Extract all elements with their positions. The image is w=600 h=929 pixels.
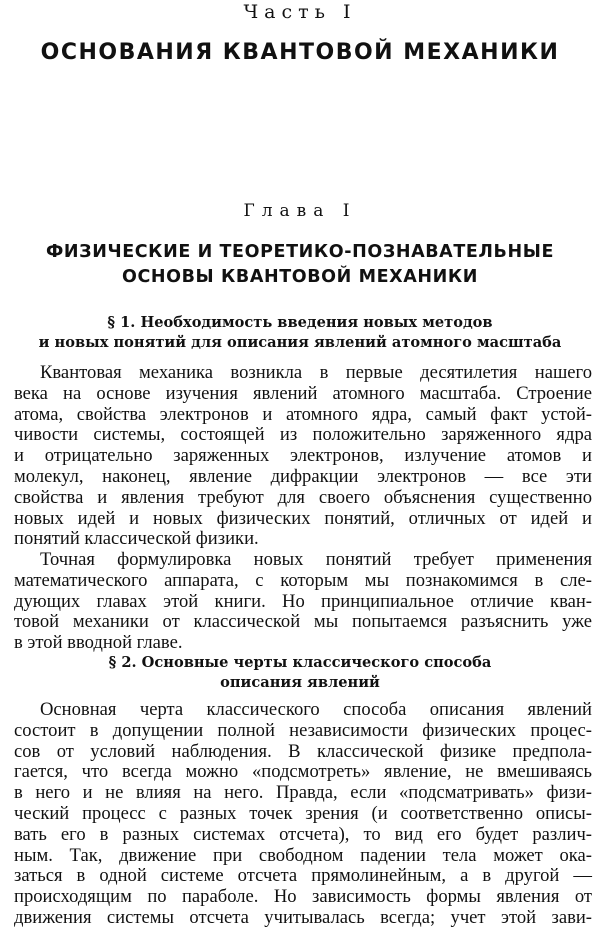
text-line: свойства и явления требуют для своего объяснения существенно xyxy=(14,486,592,508)
text-line: Квантовая механика возникла в первые десятилетия нашего xyxy=(40,362,592,383)
text-line: сов от условий наблюдения. В классической физике предпола- xyxy=(14,740,592,762)
chapter-title-line: ОСНОВЫ КВАНТОВОЙ МЕХАНИКИ xyxy=(121,267,479,287)
text-line: Точная формулировка новых понятий требует применения xyxy=(40,549,592,570)
chapter-label: Глава I xyxy=(243,201,357,221)
section-1-title xyxy=(0,313,600,353)
text-line: века на основе изучения явлений атомного масштаба. Строение xyxy=(14,382,592,404)
text-line: математического аппарата, с которым мы познакомимся в сле- xyxy=(14,569,592,591)
section-1-paragraph-2 xyxy=(14,550,592,654)
text-line: ным. Так, движение при свободном падении тела может ока- xyxy=(14,844,592,866)
text-line: дующих главах этой книги. Но принципиальное отличие кван- xyxy=(14,590,592,612)
text-line: Основная черта классического способа описания явлений xyxy=(40,699,592,720)
text-line: в этой вводной главе. xyxy=(14,632,183,654)
text-line: чивости системы, состоящей из положительно заряженного ядра xyxy=(14,424,592,446)
text-line: атома, свойства электронов и атомного ядра, самый факт устой- xyxy=(14,403,592,425)
text-line: понятий классической физики. xyxy=(14,528,259,550)
text-line: ческий процесс с разных точек зрения (и соответственно описы- xyxy=(14,802,592,824)
part-title: ОСНОВАНИЯ КВАНТОВОЙ МЕХАНИКИ xyxy=(40,40,560,65)
chapter-title xyxy=(0,240,600,290)
text-line: движения системы отсчета учитывалась всегда; учет этой зави- xyxy=(14,906,592,928)
section-2-paragraph-1 xyxy=(14,700,592,929)
text-line: новых идей и новых физических понятий, отличных от идей и xyxy=(14,507,592,529)
section-2-title xyxy=(0,653,600,693)
section-title-line: описания явлений xyxy=(220,674,380,691)
text-line: состоит в допущении полной независимости физических процес- xyxy=(14,719,592,741)
text-line: гается, что всегда можно «подсмотреть» явление, не вмешиваясь xyxy=(14,761,592,783)
chapter-title-line: ФИЗИЧЕСКИЕ И ТЕОРЕТИКО-ПОЗНАВАТЕЛЬНЫЕ xyxy=(45,242,555,262)
section-title-line: § 1. Необходимость введения новых методов xyxy=(107,314,493,331)
text-line: и отрицательно заряженных электронов, излучение атомов и xyxy=(14,445,592,467)
text-line: происходящим по параболе. Но зависимость формы явления от xyxy=(14,886,592,908)
text-line: товой механики от классической мы попытаемся разъяснить уже xyxy=(14,611,592,633)
section-1-paragraph-1 xyxy=(14,363,592,550)
text-line: в него и не влияя на него. Правда, если «подсматривать» физи- xyxy=(14,782,592,804)
section-title-line: § 2. Основные черты классического способа xyxy=(108,654,492,671)
part-label: Часть I xyxy=(243,1,357,23)
text-line: молекул, наконец, явление дифракции электронов — все эти xyxy=(14,465,592,487)
text-line: заться в одной системе отсчета прямолинейным, а в другой — xyxy=(14,865,592,887)
text-line: вать его в разных системах отсчета), то вид его будет различ- xyxy=(14,823,592,845)
section-title-line: и новых понятий для описания явлений атомного масштаба xyxy=(38,334,562,351)
